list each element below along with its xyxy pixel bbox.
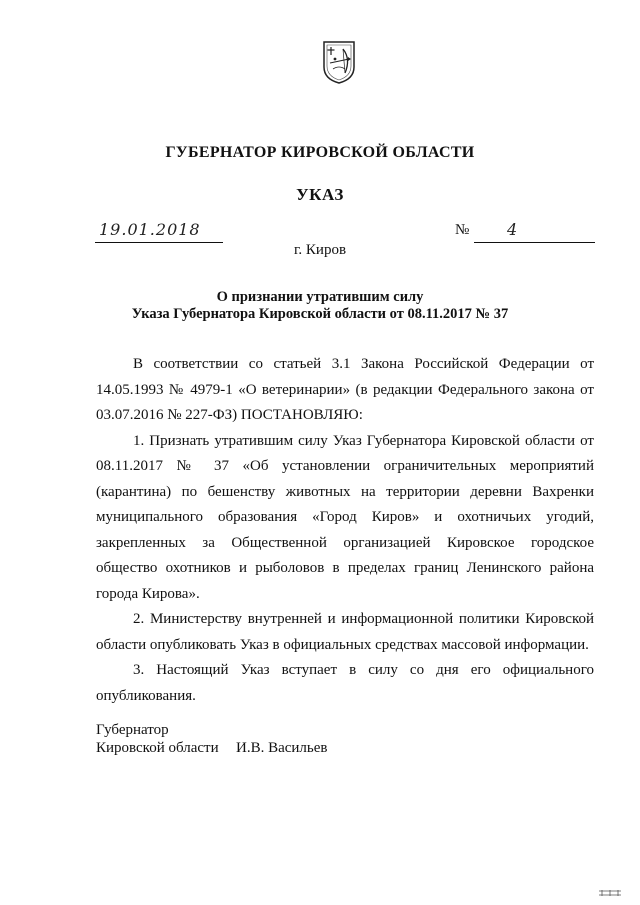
date-field: [95, 222, 223, 243]
item-3-paragraph: 3. Настоящий Указ вступает в силу со дня его официального опубликования.: [96, 662, 594, 704]
number-field: [474, 222, 595, 243]
signature-title: Губернатор: [96, 722, 169, 738]
title-line-2: Указа Губернатора Кировской области от 08.11.2017 № 37: [131, 306, 509, 322]
signature-name: И.В. Васильев: [236, 740, 328, 756]
signature-region: Кировской области: [96, 740, 219, 756]
issuer-heading: ГУБЕРНАТОР КИРОВСКОЙ ОБЛАСТИ: [165, 144, 475, 161]
item-2-paragraph: 2. Министерству внутренней и информационной политики Кировской области опубликовать Указ в официальных средствах массовой информации.: [96, 611, 594, 653]
coat-of-arms-icon: [321, 39, 357, 85]
title-line-1: О признании утратившим силу: [216, 289, 424, 305]
preamble-paragraph: В соответствии со статьей 3.1 Закона Российской Федерации от 14.05.1993 № 4979-1 «О ветеринарии» (в редакции Федерального закона от 03.07.2016 № 227-ФЗ) ПОСТАНОВЛЯЮ:: [96, 356, 594, 423]
number-value: 4: [507, 220, 518, 239]
item-1-paragraph: 1. Признать утратившим силу Указ Губернатора Кировской области от 08.11.2017 № 37 «Об установлении ограничительных мероприятий (карантина) по бешенству животных на территории деревни Вахренки муниципального образования «Город Киров» и охотничьих угодий, закрепленных за Общественной организацией Кировское городское общество охотников и рыболовов в пределах границ Ленинского района города Кирова».: [96, 432, 594, 602]
document-body: [96, 352, 594, 709]
date-value: 19.01.2018: [99, 220, 201, 239]
number-label: №: [455, 222, 470, 238]
document-type-heading: УКАЗ: [296, 185, 344, 204]
scan-mark-icon: [598, 884, 622, 892]
city-line: г. Киров: [293, 242, 347, 258]
